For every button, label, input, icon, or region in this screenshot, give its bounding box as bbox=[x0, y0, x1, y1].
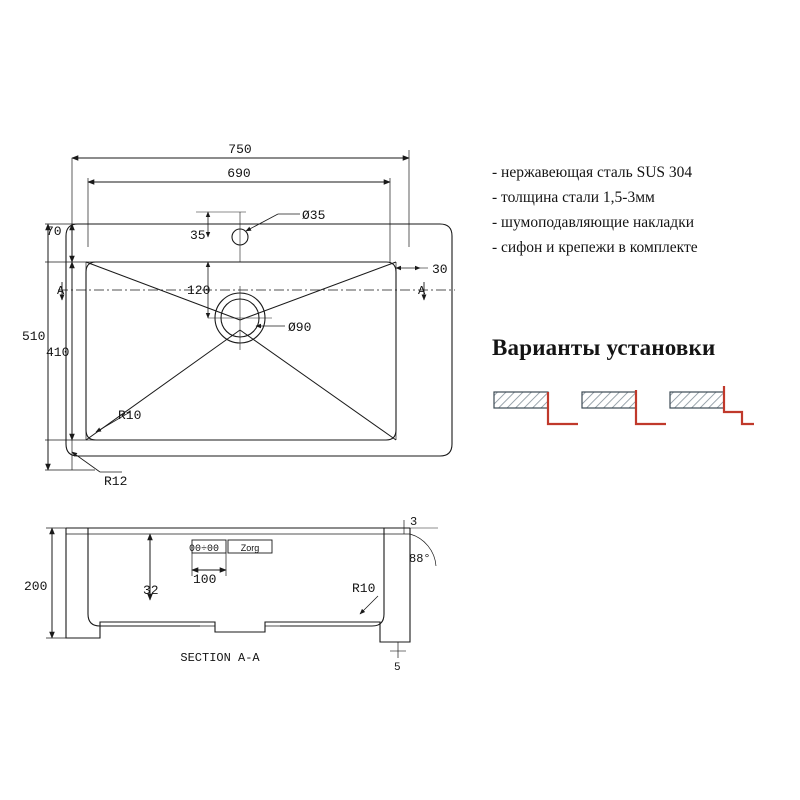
dim-top-thickness: 3 bbox=[410, 515, 418, 529]
install-variants-title: Варианты установки bbox=[492, 335, 716, 360]
dim-ledge-width: 100 bbox=[193, 572, 217, 587]
dim-drain-offset: 120 bbox=[187, 283, 211, 298]
dim-tap-hole-diameter: Ø35 bbox=[302, 208, 326, 223]
dim-overflow-label: 00÷00 bbox=[189, 544, 220, 555]
spec-item-siphon: - сифон и крепежи в комплекте bbox=[492, 239, 698, 256]
spec-list bbox=[492, 160, 792, 260]
section-marker-left: A bbox=[57, 284, 65, 298]
flush-mount-icon bbox=[492, 380, 578, 442]
dim-bowl-height: 410 bbox=[46, 345, 70, 360]
undermount-icon bbox=[580, 380, 666, 442]
dim-tap-offset: 35 bbox=[190, 228, 206, 243]
dim-radius-outer: R12 bbox=[104, 474, 128, 489]
dim-top-offset: 70 bbox=[46, 224, 62, 239]
dim-wall-angle: 88° bbox=[409, 552, 431, 566]
topmount-icon bbox=[668, 380, 754, 442]
dim-right-offset: 30 bbox=[432, 262, 448, 277]
section-marker-right: A bbox=[418, 284, 426, 298]
brand-label: Zorg bbox=[240, 543, 260, 553]
dim-radius-inner: R10 bbox=[118, 408, 142, 423]
dim-section-radius: R10 bbox=[352, 581, 376, 596]
install-variant-flush-mount bbox=[492, 380, 572, 440]
spec-item-thickness: - толщина стали 1,5-3мм bbox=[492, 189, 655, 206]
section-caption: SECTION A-A bbox=[180, 651, 260, 665]
dim-overall-width: 750 bbox=[228, 142, 252, 157]
install-variant-undermount bbox=[580, 380, 660, 440]
dim-overall-height: 510 bbox=[22, 329, 46, 344]
dim-bowl-width: 690 bbox=[227, 166, 251, 181]
install-variants-group bbox=[492, 380, 762, 450]
dim-drain-diameter: Ø90 bbox=[288, 320, 312, 335]
dim-ledge-height: 32 bbox=[143, 583, 159, 598]
dim-section-depth: 200 bbox=[24, 579, 48, 594]
install-variant-topmount bbox=[668, 380, 748, 440]
dim-bottom-thickness: 5 bbox=[394, 662, 401, 674]
spec-item-material: - нержавеющая сталь SUS 304 bbox=[492, 164, 693, 181]
spec-item-pads: - шумоподавляющие накладки bbox=[492, 214, 695, 231]
